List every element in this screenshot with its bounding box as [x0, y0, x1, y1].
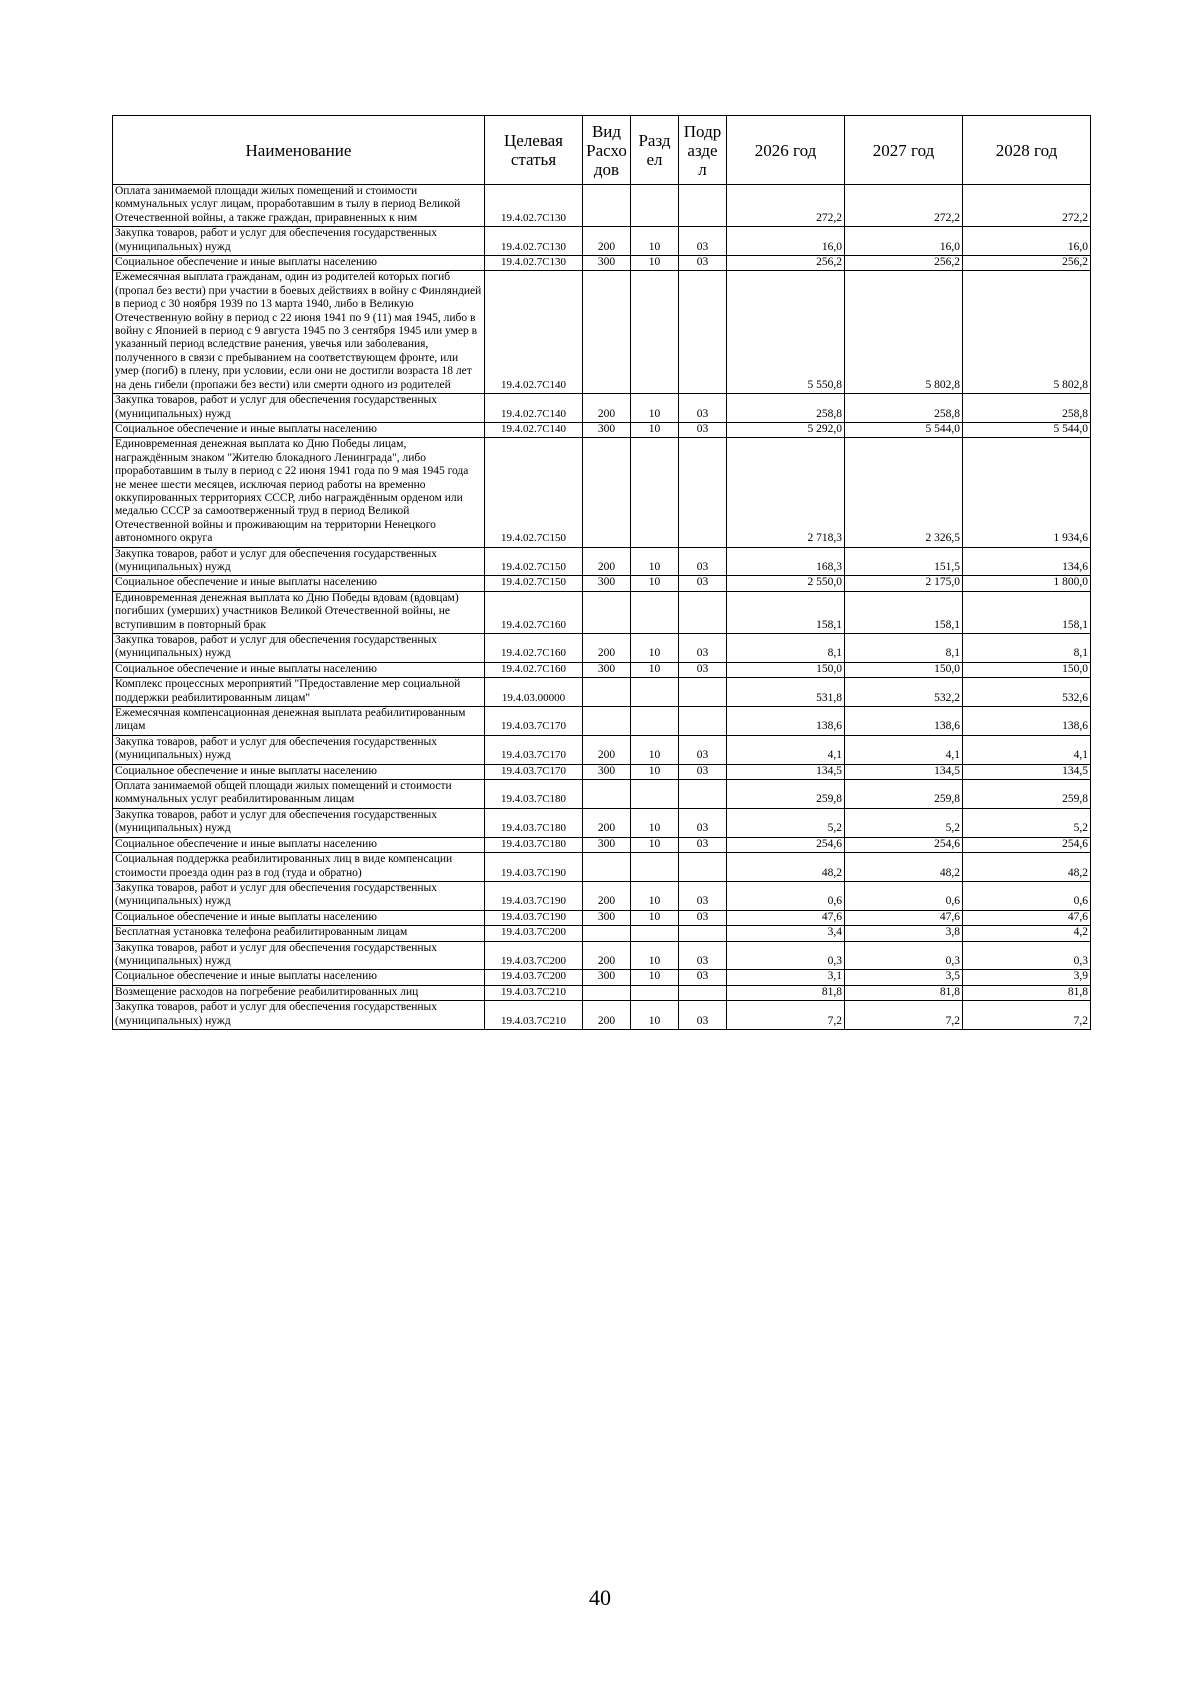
cell-vid: 200 [583, 1001, 631, 1030]
cell-podrazdel [679, 185, 727, 227]
cell-y2026: 259,8 [727, 780, 845, 809]
table-row [113, 764, 1091, 779]
cell-vid [583, 853, 631, 882]
table-row [113, 735, 1091, 764]
cell-target: 19.4.02.7С130 [485, 256, 583, 271]
cell-y2026: 138,6 [727, 707, 845, 736]
cell-razdel: 10 [631, 764, 679, 779]
cell-razdel: 10 [631, 881, 679, 910]
header-target: Целевая статья [485, 116, 583, 185]
cell-y2026: 5 550,8 [727, 271, 845, 394]
table-row [113, 985, 1091, 1000]
cell-vid: 200 [583, 394, 631, 423]
cell-target: 19.4.02.7С160 [485, 662, 583, 677]
cell-razdel: 10 [631, 735, 679, 764]
cell-name: Социальное обеспечение и иные выплаты населению [113, 662, 485, 677]
cell-razdel [631, 985, 679, 1000]
cell-y2027: 5 802,8 [845, 271, 963, 394]
cell-y2028: 4,1 [963, 735, 1091, 764]
cell-target: 19.4.03.7С200 [485, 970, 583, 985]
cell-y2028: 3,9 [963, 970, 1091, 985]
cell-y2027: 8,1 [845, 634, 963, 663]
cell-razdel: 10 [631, 662, 679, 677]
cell-y2027: 256,2 [845, 256, 963, 271]
table-row [113, 185, 1091, 227]
cell-y2028: 258,8 [963, 394, 1091, 423]
table-row [113, 910, 1091, 925]
table-row [113, 271, 1091, 394]
cell-y2028: 158,1 [963, 591, 1091, 633]
cell-target: 19.4.02.7С130 [485, 185, 583, 227]
cell-target: 19.4.03.7С210 [485, 985, 583, 1000]
cell-y2028: 1 800,0 [963, 576, 1091, 591]
table-row [113, 853, 1091, 882]
cell-vid: 200 [583, 634, 631, 663]
cell-y2027: 7,2 [845, 1001, 963, 1030]
cell-y2028: 532,6 [963, 678, 1091, 707]
cell-y2027: 3,5 [845, 970, 963, 985]
cell-name: Закупка товаров, работ и услуг для обеспечения государственных (муниципальных) нужд [113, 808, 485, 837]
cell-y2027: 134,5 [845, 764, 963, 779]
cell-name: Закупка товаров, работ и услуг для обеспечения государственных (муниципальных) нужд [113, 881, 485, 910]
cell-vid: 300 [583, 662, 631, 677]
table-row [113, 678, 1091, 707]
cell-target: 19.4.03.7С180 [485, 780, 583, 809]
page-number: 40 [589, 1585, 611, 1610]
cell-y2027: 0,6 [845, 881, 963, 910]
cell-y2027: 47,6 [845, 910, 963, 925]
cell-podrazdel [679, 853, 727, 882]
cell-y2028: 5 544,0 [963, 422, 1091, 437]
table-row [113, 591, 1091, 633]
header-razdel: Разд ел [631, 116, 679, 185]
cell-y2026: 150,0 [727, 662, 845, 677]
cell-y2028: 1 934,6 [963, 438, 1091, 547]
cell-razdel [631, 926, 679, 941]
cell-podrazdel [679, 985, 727, 1000]
cell-target: 19.4.02.7С150 [485, 438, 583, 547]
cell-razdel: 10 [631, 547, 679, 576]
cell-y2028: 150,0 [963, 662, 1091, 677]
cell-target: 19.4.02.7С150 [485, 547, 583, 576]
cell-razdel: 10 [631, 1001, 679, 1030]
cell-y2028: 134,5 [963, 764, 1091, 779]
cell-vid [583, 678, 631, 707]
cell-razdel: 10 [631, 970, 679, 985]
cell-y2027: 258,8 [845, 394, 963, 423]
header-podrazdel: Подр азде л [679, 116, 727, 185]
cell-name: Социальное обеспечение и иные выплаты населению [113, 576, 485, 591]
cell-target: 19.4.03.7С190 [485, 853, 583, 882]
cell-podrazdel: 03 [679, 764, 727, 779]
cell-y2026: 168,3 [727, 547, 845, 576]
cell-vid [583, 438, 631, 547]
cell-name: Ежемесячная выплата гражданам, один из родителей которых погиб (пропал без вести) при участии в боевых действиях в войну с Финляндией в период с 30 ноября 1939 по 13 марта 1940, либо в Великую Отечественную войну в период с 22 июня 1941 по 9 (11) мая 1945, либо в войну с Японией в период с 9 августа 1945 по 3 сентября 1945 или умер в указанный период вследствие ранения, увечья или заболевания, полученного в связи с пребыванием на соответствующем фронте, или умер (погиб) в плену, при условии, если они не достигли возраста 18 лет на день гибели (пропажи без вести) или смерти одного из родителей [113, 271, 485, 394]
cell-y2027: 0,3 [845, 941, 963, 970]
cell-target: 19.4.03.7С190 [485, 881, 583, 910]
cell-y2026: 531,8 [727, 678, 845, 707]
cell-y2028: 48,2 [963, 853, 1091, 882]
cell-vid [583, 926, 631, 941]
cell-y2027: 4,1 [845, 735, 963, 764]
cell-y2028: 0,6 [963, 881, 1091, 910]
cell-y2026: 5,2 [727, 808, 845, 837]
cell-vid: 200 [583, 808, 631, 837]
cell-podrazdel: 03 [679, 970, 727, 985]
cell-y2028: 254,6 [963, 837, 1091, 852]
cell-y2027: 138,6 [845, 707, 963, 736]
cell-target: 19.4.02.7С130 [485, 227, 583, 256]
table-row [113, 394, 1091, 423]
cell-y2026: 254,6 [727, 837, 845, 852]
cell-podrazdel: 03 [679, 910, 727, 925]
cell-vid: 200 [583, 227, 631, 256]
cell-y2028: 16,0 [963, 227, 1091, 256]
cell-vid: 300 [583, 256, 631, 271]
cell-name: Ежемесячная компенсационная денежная выплата реабилитированным лицам [113, 707, 485, 736]
cell-vid [583, 271, 631, 394]
cell-name: Комплекс процессных мероприятий "Предоставление мер социальной поддержки реабилитированным лицам" [113, 678, 485, 707]
cell-target: 19.4.02.7С140 [485, 422, 583, 437]
table-header-row [113, 116, 1091, 185]
cell-y2028: 272,2 [963, 185, 1091, 227]
cell-vid [583, 780, 631, 809]
cell-target: 19.4.02.7С160 [485, 634, 583, 663]
cell-target: 19.4.03.7С190 [485, 910, 583, 925]
cell-y2027: 150,0 [845, 662, 963, 677]
cell-razdel: 10 [631, 576, 679, 591]
header-2027: 2027 год [845, 116, 963, 185]
cell-y2027: 5,2 [845, 808, 963, 837]
cell-vid: 300 [583, 910, 631, 925]
table-row [113, 926, 1091, 941]
cell-y2028: 138,6 [963, 707, 1091, 736]
cell-vid: 300 [583, 422, 631, 437]
cell-y2027: 2 175,0 [845, 576, 963, 591]
cell-y2028: 8,1 [963, 634, 1091, 663]
cell-target: 19.4.03.7С170 [485, 735, 583, 764]
cell-razdel [631, 780, 679, 809]
cell-podrazdel: 03 [679, 941, 727, 970]
header-2028: 2028 год [963, 116, 1091, 185]
table-row [113, 780, 1091, 809]
table-row [113, 970, 1091, 985]
cell-razdel: 10 [631, 422, 679, 437]
cell-razdel: 10 [631, 808, 679, 837]
cell-vid: 300 [583, 576, 631, 591]
cell-razdel: 10 [631, 941, 679, 970]
cell-name: Оплата занимаемой общей площади жилых помещений и стоимости коммунальных услуг реабилитированным лицам [113, 780, 485, 809]
cell-razdel: 10 [631, 910, 679, 925]
cell-y2026: 47,6 [727, 910, 845, 925]
cell-vid: 200 [583, 941, 631, 970]
budget-table [112, 115, 1091, 1030]
cell-podrazdel: 03 [679, 634, 727, 663]
cell-name: Единовременная денежная выплата ко Дню Победы вдовам (вдовцам) погибших (умерших) участников Великой Отечественной войны, не вступившим в повторный брак [113, 591, 485, 633]
cell-y2028: 134,6 [963, 547, 1091, 576]
cell-y2028: 5,2 [963, 808, 1091, 837]
cell-razdel: 10 [631, 394, 679, 423]
cell-target: 19.4.03.7С180 [485, 808, 583, 837]
cell-target: 19.4.02.7С140 [485, 394, 583, 423]
cell-y2026: 2 550,0 [727, 576, 845, 591]
cell-y2026: 8,1 [727, 634, 845, 663]
table-row [113, 707, 1091, 736]
cell-y2026: 16,0 [727, 227, 845, 256]
cell-target: 19.4.03.7С170 [485, 764, 583, 779]
cell-podrazdel [679, 591, 727, 633]
cell-y2026: 256,2 [727, 256, 845, 271]
cell-y2026: 48,2 [727, 853, 845, 882]
cell-y2026: 7,2 [727, 1001, 845, 1030]
cell-name: Закупка товаров, работ и услуг для обеспечения государственных (муниципальных) нужд [113, 941, 485, 970]
cell-y2028: 4,2 [963, 926, 1091, 941]
cell-podrazdel [679, 926, 727, 941]
table-row [113, 881, 1091, 910]
cell-y2026: 3,4 [727, 926, 845, 941]
cell-vid [583, 985, 631, 1000]
cell-y2026: 3,1 [727, 970, 845, 985]
cell-y2028: 81,8 [963, 985, 1091, 1000]
cell-razdel [631, 678, 679, 707]
cell-vid: 200 [583, 881, 631, 910]
cell-name: Социальное обеспечение и иные выплаты населению [113, 422, 485, 437]
cell-name: Закупка товаров, работ и услуг для обеспечения государственных (муниципальных) нужд [113, 547, 485, 576]
table-row [113, 1001, 1091, 1030]
cell-razdel [631, 185, 679, 227]
cell-y2027: 158,1 [845, 591, 963, 633]
cell-razdel [631, 438, 679, 547]
cell-vid: 300 [583, 837, 631, 852]
cell-y2027: 259,8 [845, 780, 963, 809]
table-row [113, 662, 1091, 677]
cell-podrazdel: 03 [679, 547, 727, 576]
table-row [113, 547, 1091, 576]
table-row [113, 422, 1091, 437]
cell-name: Социальное обеспечение и иные выплаты населению [113, 970, 485, 985]
cell-vid [583, 591, 631, 633]
cell-podrazdel: 03 [679, 808, 727, 837]
cell-podrazdel [679, 271, 727, 394]
cell-podrazdel: 03 [679, 256, 727, 271]
cell-name: Единовременная денежная выплата ко Дню Победы лицам, награждённым знаком "Жителю блокадного Ленинграда", либо проработавшим в тылу в период с 22 июня 1941 года по 9 мая 1945 года не менее шести месяцев, исключая период работы на временно оккупированных территориях СССР, либо награждённым орденом или медалью СССР за самоотверженный труд в период Великой Отечественной войны и проживающим на территории Ненецкого автономного округа [113, 438, 485, 547]
cell-target: 19.4.02.7С160 [485, 591, 583, 633]
cell-y2027: 2 326,5 [845, 438, 963, 547]
cell-podrazdel: 03 [679, 837, 727, 852]
cell-vid: 200 [583, 547, 631, 576]
cell-y2027: 151,5 [845, 547, 963, 576]
cell-podrazdel: 03 [679, 881, 727, 910]
cell-podrazdel [679, 678, 727, 707]
cell-podrazdel: 03 [679, 227, 727, 256]
budget-table-container [112, 115, 1090, 1030]
cell-target: 19.4.02.7С140 [485, 271, 583, 394]
cell-name: Закупка товаров, работ и услуг для обеспечения государственных (муниципальных) нужд [113, 394, 485, 423]
cell-target: 19.4.03.7С210 [485, 1001, 583, 1030]
cell-y2026: 0,3 [727, 941, 845, 970]
cell-y2026: 2 718,3 [727, 438, 845, 547]
cell-podrazdel: 03 [679, 662, 727, 677]
cell-y2027: 5 544,0 [845, 422, 963, 437]
cell-razdel: 10 [631, 256, 679, 271]
cell-y2027: 532,2 [845, 678, 963, 707]
cell-y2028: 256,2 [963, 256, 1091, 271]
cell-name: Социальное обеспечение и иные выплаты населению [113, 837, 485, 852]
cell-razdel [631, 707, 679, 736]
cell-target: 19.4.03.7С200 [485, 941, 583, 970]
table-row [113, 837, 1091, 852]
cell-y2027: 48,2 [845, 853, 963, 882]
cell-target: 19.4.03.00000 [485, 678, 583, 707]
cell-name: Социальное обеспечение и иные выплаты населению [113, 764, 485, 779]
cell-y2028: 5 802,8 [963, 271, 1091, 394]
table-row [113, 808, 1091, 837]
table-row [113, 227, 1091, 256]
cell-name: Закупка товаров, работ и услуг для обеспечения государственных (муниципальных) нужд [113, 1001, 485, 1030]
cell-name: Возмещение расходов на погребение реабилитированных лиц [113, 985, 485, 1000]
cell-y2027: 81,8 [845, 985, 963, 1000]
header-vid: Вид Расхо дов [583, 116, 631, 185]
cell-y2026: 5 292,0 [727, 422, 845, 437]
cell-name: Социальное обеспечение и иные выплаты населению [113, 910, 485, 925]
cell-target: 19.4.03.7С200 [485, 926, 583, 941]
cell-vid: 300 [583, 764, 631, 779]
cell-target: 19.4.03.7С180 [485, 837, 583, 852]
table-row [113, 941, 1091, 970]
cell-podrazdel: 03 [679, 394, 727, 423]
cell-podrazdel: 03 [679, 1001, 727, 1030]
cell-y2026: 258,8 [727, 394, 845, 423]
table-row [113, 438, 1091, 547]
cell-razdel: 10 [631, 837, 679, 852]
cell-y2027: 254,6 [845, 837, 963, 852]
cell-podrazdel [679, 707, 727, 736]
cell-y2026: 134,5 [727, 764, 845, 779]
cell-target: 19.4.03.7С170 [485, 707, 583, 736]
cell-razdel [631, 271, 679, 394]
cell-y2026: 0,6 [727, 881, 845, 910]
cell-razdel [631, 591, 679, 633]
table-row [113, 576, 1091, 591]
cell-vid: 300 [583, 970, 631, 985]
header-name: Наименование [113, 116, 485, 185]
cell-y2026: 4,1 [727, 735, 845, 764]
cell-name: Оплата занимаемой площади жилых помещений и стоимости коммунальных услуг лицам, проработавшим в тылу в период Великой Отечественной войны, а также граждан, приравненных к ним [113, 185, 485, 227]
cell-y2027: 3,8 [845, 926, 963, 941]
cell-target: 19.4.02.7С150 [485, 576, 583, 591]
cell-y2028: 259,8 [963, 780, 1091, 809]
cell-name: Закупка товаров, работ и услуг для обеспечения государственных (муниципальных) нужд [113, 634, 485, 663]
cell-vid [583, 185, 631, 227]
cell-name: Бесплатная установка телефона реабилитированным лицам [113, 926, 485, 941]
cell-vid: 200 [583, 735, 631, 764]
cell-y2028: 47,6 [963, 910, 1091, 925]
cell-name: Закупка товаров, работ и услуг для обеспечения государственных (муниципальных) нужд [113, 227, 485, 256]
cell-podrazdel: 03 [679, 422, 727, 437]
cell-y2028: 7,2 [963, 1001, 1091, 1030]
cell-podrazdel [679, 438, 727, 547]
cell-razdel: 10 [631, 227, 679, 256]
cell-name: Социальное обеспечение и иные выплаты населению [113, 256, 485, 271]
cell-y2028: 0,3 [963, 941, 1091, 970]
table-row [113, 634, 1091, 663]
header-2026: 2026 год [727, 116, 845, 185]
cell-y2026: 81,8 [727, 985, 845, 1000]
cell-podrazdel: 03 [679, 735, 727, 764]
cell-y2027: 272,2 [845, 185, 963, 227]
cell-y2027: 16,0 [845, 227, 963, 256]
cell-razdel: 10 [631, 634, 679, 663]
cell-razdel [631, 853, 679, 882]
cell-vid [583, 707, 631, 736]
cell-name: Закупка товаров, работ и услуг для обеспечения государственных (муниципальных) нужд [113, 735, 485, 764]
cell-podrazdel [679, 780, 727, 809]
cell-y2026: 158,1 [727, 591, 845, 633]
table-row [113, 256, 1091, 271]
cell-podrazdel: 03 [679, 576, 727, 591]
cell-name: Социальная поддержка реабилитированных лиц в виде компенсации стоимости проезда один раз в год (туда и обратно) [113, 853, 485, 882]
cell-y2026: 272,2 [727, 185, 845, 227]
